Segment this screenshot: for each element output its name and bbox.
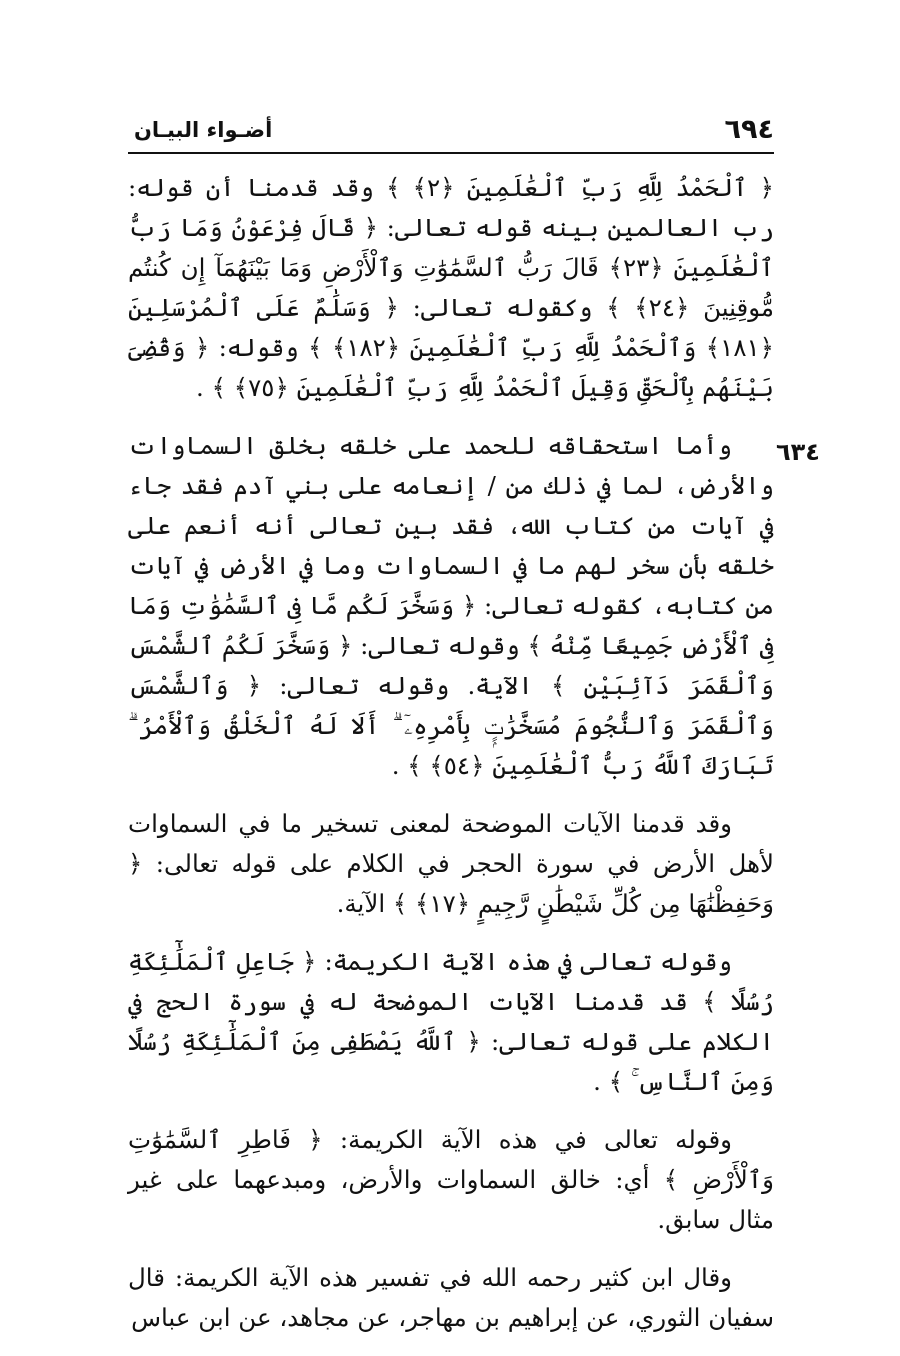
- page-header: [128, 112, 774, 154]
- paragraph: ﴿ ٱلْحَمْدُ لِلَّهِ رَبِّ ٱلْعَٰلَمِينَ ﴿٢﴾ ﴾ وقد قدمنا أن قوله: رب العالمين بينه قوله تعالى: ﴿ قَالَ فِرْعَوْنُ وَمَا رَبُّ ٱلْعَٰلَمِينَ ﴿٢٣﴾ قَالَ رَبُّ ٱلسَّمَٰوَٰتِ وَٱلْأَرْضِ وَمَا بَيْنَهُمَآ إِن كُنتُم مُّوقِنِينَ ﴿٢٤﴾ ﴾ وكقوله تعالى: ﴿ وَسَلَٰمٌ عَلَى ٱلْمُرْسَلِينَ ﴿١٨١﴾ وَٱلْحَمْدُ لِلَّهِ رَبِّ ٱلْعَٰلَمِينَ ﴿١٨٢﴾ ﴾ وقوله: ﴿ وَقُضِىَ بَيْنَهُم بِٱلْحَقِّ وَقِيلَ ٱلْحَمْدُ لِلَّهِ رَبِّ ٱلْعَٰلَمِينَ ﴿٧٥﴾ ﴾ .: [128, 173, 774, 402]
- original-page-marker: ٦٣٤: [776, 438, 820, 466]
- paragraph: وقوله تعالى في هذه الآية الكريمة: ﴿ جَاعِلِ ٱلْمَلَٰٓئِكَةِ رُسُلًا ﴾ قد قدمنا الآيات الموضحة له في سورة الحج في الكلام على قوله تعالى: ﴿ ٱللَّهُ يَصْطَفِى مِنَ ٱلْمَلَٰٓئِكَةِ رُسُلًا وَمِنَ ٱلنَّاسِ ۚ ﴾ .: [128, 947, 774, 1096]
- paragraph: وأما استحقاقه للحمد على خلقه بخلق السماوات والأرض، لما في ذلك من / إنعامه على بني آدم فقد جاء في آيات من كتاب الله، فقد بين تعالى أنه أنعم على خلقه بأن سخر لهم ما في السماوات وما في الأرض في آيات من كتابه، كقوله تعالى: ﴿ وَسَخَّرَ لَكُم مَّا فِى ٱلسَّمَٰوَٰتِ وَمَا فِى ٱلْأَرْضِ جَمِيعًا مِّنْهُ ﴾ وقوله تعالى: ﴿ وَسَخَّرَ لَكُمُ ٱلشَّمْسَ وَٱلْقَمَرَ دَآئِبَيْنِ ﴾ الآية. وقوله تعالى: ﴿ وَٱلشَّمْسَ وَٱلْقَمَرَ وَٱلنُّجُومَ مُسَخَّرَٰتٍۭ بِأَمْرِهِۦٓ ۗ أَلَا لَهُ ٱلْخَلْقُ وَٱلْأَمْرُ ۗ تَبَارَكَ ٱللَّهُ رَبُّ ٱلْعَٰلَمِينَ ﴿٥٤﴾ ﴾ .: [128, 431, 774, 780]
- paragraph: وقوله تعالى في هذه الآية الكريمة: ﴿ فَاطِرِ ٱلسَّمَٰوَٰتِ وَٱلْأَرْضِ ﴾ أي: خالق السماوات والأرض، ومبدعهما على غير مثال سابق.: [128, 1125, 774, 1234]
- paragraph: وقال ابن كثير رحمه الله في تفسير هذه الآية الكريمة: قال سفيان الثوري، عن إبراهيم بن مهاجر، عن مجاهد، عن ابن عباس: [128, 1263, 774, 1332]
- book-title: أضـواء البيـان: [134, 118, 273, 142]
- page-number: ٦٩٤: [724, 114, 774, 145]
- paragraph: وقد قدمنا الآيات الموضحة لمعنى تسخير ما في السماوات لأهل الأرض في سورة الحجر في الكلام على قوله تعالى: ﴿ وَحَفِظْنَٰهَا مِن كُلِّ شَيْطَٰنٍ رَّجِيمٍ ﴿١٧﴾ ﴾ الآية.: [128, 809, 774, 918]
- page-body: [128, 168, 774, 1356]
